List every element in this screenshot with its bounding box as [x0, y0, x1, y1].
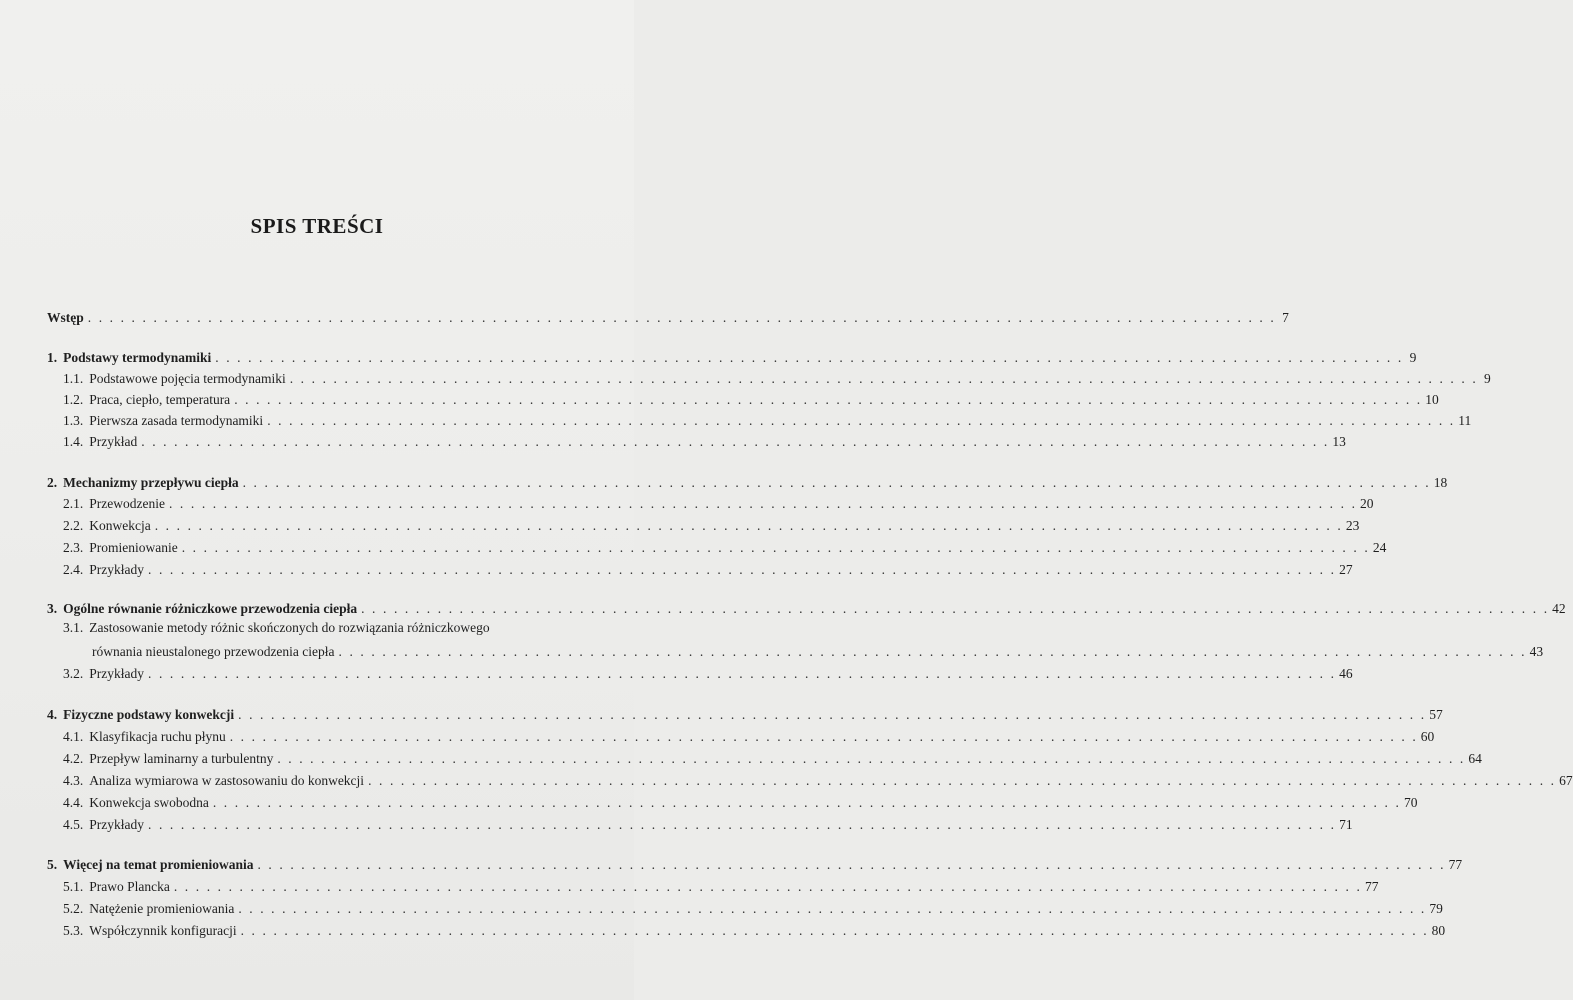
toc-section-number: 1.1. — [63, 371, 84, 386]
toc-section-title: Przykład — [89, 434, 138, 449]
toc-chapter-2 — [47, 471, 1448, 491]
toc-page-number: 24 — [1372, 540, 1387, 555]
toc-page-number: 77 — [1448, 857, 1463, 872]
toc-dot-leader: . . . . . . . . . . . . . . . . . . . . . . . . . . . . . . . . . . . . . . . . . . . . . . . . . . . . . . . . . . . . . . . . . . . . . . . . . . . . . . . . . . . . . . . . . . . . . . . . . . . . . . . . . . . . . — [238, 707, 1427, 722]
toc-section-title: Zastosowanie metody różnic skończonych do rozwiązania różniczkowego — [89, 620, 490, 635]
toc-section-number: 3.2. — [63, 666, 84, 681]
toc-section-number: 5.1. — [63, 879, 84, 894]
toc-section-continuation — [92, 640, 1544, 660]
toc-section — [63, 430, 1346, 450]
toc-dot-leader: . . . . . . . . . . . . . . . . . . . . . . . . . . . . . . . . . . . . . . . . . . . . . . . . . . . . . . . . . . . . . . . . . . . . . . . . . . . . . . . . . . . . . . . . . . . . . . . . . . . . . . . . . . . . . — [173, 879, 1362, 894]
toc-chapter-title: Ogólne równanie różniczkowe przewodzenia ciepła — [63, 601, 358, 616]
toc-page-number: 46 — [1339, 666, 1353, 681]
toc-dot-leader: . . . . . . . . . . . . . . . . . . . . . . . . . . . . . . . . . . . . . . . . . . . . . . . . . . . . . . . . . . . . . . . . . . . . . . . . . . . . . . . . . . . . . . . . . . . . . . . . . . . . . . . . . . . . . — [181, 540, 1370, 555]
toc-page-number: 71 — [1339, 817, 1353, 832]
page-title: SPIS TREŚCI — [250, 214, 384, 238]
toc-section-number: 4.1. — [63, 729, 84, 744]
toc-chapter-4 — [47, 703, 1443, 723]
toc-entry-title — [63, 773, 364, 789]
toc-dot-leader: . . . . . . . . . . . . . . . . . . . . . . . . . . . . . . . . . . . . . . . . . . . . . . . . . . . . . . . . . . . . . . . . . . . . . . . . . . . . . . . . . . . . . . . . . . . . . . . . . . . . . . . . . . . . . — [238, 901, 1427, 916]
toc-chapter-3 — [47, 597, 1566, 617]
toc-section-number: 5.3. — [63, 923, 84, 938]
toc-entry-title — [63, 392, 230, 408]
toc-page-number: 18 — [1433, 475, 1448, 490]
toc-section — [63, 747, 1482, 767]
toc-section — [63, 662, 1353, 682]
toc-dot-leader: . . . . . . . . . . . . . . . . . . . . . . . . . . . . . . . . . . . . . . . . . . . . . . . . . . . . . . . . . . . . . . . . . . . . . . . . . . . . . . . . . . . . . . . . . . . . . . . . . . . . . . . . . . . . . — [257, 857, 1446, 872]
toc-entry-title — [63, 923, 237, 939]
toc-entry-title: Wstęp — [47, 310, 84, 325]
toc-section-title: Konwekcja — [89, 518, 151, 533]
toc-section-first-line — [63, 620, 490, 636]
toc-section — [63, 897, 1443, 917]
toc-section — [63, 769, 1573, 789]
toc-page-number: 70 — [1403, 795, 1418, 810]
toc-page-number: 42 — [1552, 601, 1566, 616]
toc-section-number: 4.3. — [63, 773, 84, 788]
toc-page-number: 20 — [1360, 496, 1374, 511]
toc-section-title: Przewodzenie — [89, 496, 165, 511]
toc-dot-leader: . . . . . . . . . . . . . . . . . . . . . . . . . . . . . . . . . . . . . . . . . . . . . . . . . . . . . . . . . . . . . . . . . . . . . . . . . . . . . . . . . . . . . . . . . . . . . . . . . . . . . . . . . . . . . — [212, 795, 1401, 810]
toc-dot-leader: . . . . . . . . . . . . . . . . . . . . . . . . . . . . . . . . . . . . . . . . . . . . . . . . . . . . . . . . . . . . . . . . . . . . . . . . . . . . . . . . . . . . . . . . . . . . . . . . . . . . . . . . . . . . . — [168, 496, 1358, 511]
toc-dot-leader: . . . . . . . . . . . . . . . . . . . . . . . . . . . . . . . . . . . . . . . . . . . . . . . . . . . . . . . . . . . . . . . . . . . . . . . . . . . . . . . . . . . . . . . . . . . . . . . . . . . . . . . . . . . . . — [368, 773, 1557, 788]
toc-page-number: 7 — [1282, 310, 1289, 325]
toc-dot-leader: . . . . . . . . . . . . . . . . . . . . . . . . . . . . . . . . . . . . . . . . . . . . . . . . . . . . . . . . . . . . . . . . . . . . . . . . . . . . . . . . . . . . . . . . . . . . . . . . . . . . . . . . . . . . . — [361, 601, 1550, 616]
toc-section-title: Pierwsza zasada termodynamiki — [89, 413, 264, 428]
toc-section-title: Klasyfikacja ruchu płynu — [89, 729, 226, 744]
toc-dot-leader: . . . . . . . . . . . . . . . . . . . . . . . . . . . . . . . . . . . . . . . . . . . . . . . . . . . . . . . . . . . . . . . . . . . . . . . . . . . . . . . . . . . . . . . . . . . . . . . . . . . . . . . . . . . . . — [234, 392, 1423, 407]
toc-section — [63, 492, 1374, 512]
toc-dot-leader: . . . . . . . . . . . . . . . . . . . . . . . . . . . . . . . . . . . . . . . . . . . . . . . . . . . . . . . . . . . . . . . . . . . . . . . . . . . . . . . . . . . . . . . . . . . . . . . . . . . . . . . . . . . . . — [289, 371, 1478, 386]
toc-chapter-title: Fizyczne podstawy konwekcji — [63, 707, 235, 722]
toc-chapter-number: 2. — [47, 475, 58, 490]
toc-entry-title — [47, 857, 253, 873]
toc-section-number: 4.5. — [63, 817, 84, 832]
toc-entry-title — [63, 371, 286, 387]
toc-page-number: 43 — [1529, 644, 1544, 659]
toc-chapter-number: 3. — [47, 601, 58, 616]
toc-page-number: 67 — [1559, 773, 1573, 788]
toc-page-number: 9 — [1409, 350, 1417, 365]
toc-section-number: 3.1. — [63, 620, 84, 635]
toc-dot-leader: . . . . . . . . . . . . . . . . . . . . . . . . . . . . . . . . . . . . . . . . . . . . . . . . . . . . . . . . . . . . . . . . . . . . . . . . . . . . . . . . . . . . . . . . . . . . . . . . . . . . . . . . . . . . . — [240, 923, 1429, 938]
toc-entry-title — [63, 518, 151, 534]
toc-section-number: 2.1. — [63, 496, 84, 511]
toc-section — [63, 791, 1418, 811]
toc-entry-title — [63, 729, 226, 745]
toc-section-number: 5.2. — [63, 901, 84, 916]
toc-section-number: 1.4. — [63, 434, 84, 449]
toc-entry-title — [47, 350, 211, 366]
toc-section-number: 4.4. — [63, 795, 84, 810]
toc-dot-leader: . . . . . . . . . . . . . . . . . . . . . . . . . . . . . . . . . . . . . . . . . . . . . . . . . . . . . . . . . . . . . . . . . . . . . . . . . . . . . . . . . . . . . . . . . . . . . . . . . . . . . . . . . . . . . — [154, 518, 1343, 533]
toc-dot-leader: . . . . . . . . . . . . . . . . . . . . . . . . . . . . . . . . . . . . . . . . . . . . . . . . . . . . . . . . . . . . . . . . . . . . . . . . . . . . . . . . . . . . . . . . . . . . . . . . . . . . . . . . . . . . . — [148, 817, 1337, 832]
toc-section-title: Prawo Plancka — [89, 879, 170, 894]
toc-section — [63, 813, 1353, 833]
toc-section-number: 2.3. — [63, 540, 84, 555]
toc-chapter-5 — [47, 853, 1463, 873]
toc-section-number: 1.3. — [63, 413, 84, 428]
toc-dot-leader: . . . . . . . . . . . . . . . . . . . . . . . . . . . . . . . . . . . . . . . . . . . . . . . . . . . . . . . . . . . . . . . . . . . . . . . . . . . . . . . . . . . . . . . . . . . . . . . . . . . . . . . . . . . . . — [338, 644, 1527, 659]
toc-section — [63, 919, 1446, 939]
toc-entry-title — [47, 601, 357, 617]
toc-entry-title — [63, 562, 144, 578]
toc-page-number: 57 — [1429, 707, 1443, 722]
toc-entry-title — [63, 666, 144, 682]
toc-page-number: 10 — [1425, 392, 1439, 407]
toc-dot-leader: . . . . . . . . . . . . . . . . . . . . . . . . . . . . . . . . . . . . . . . . . . . . . . . . . . . . . . . . . . . . . . . . . . . . . . . . . . . . . . . . . . . . . . . . . . . . . . . . . . . . . . . . . . . . . — [229, 729, 1418, 744]
toc-dot-leader: . . . . . . . . . . . . . . . . . . . . . . . . . . . . . . . . . . . . . . . . . . . . . . . . . . . . . . . . . . . . . . . . . . . . . . . . . . . . . . . . . . . . . . . . . . . . . . . . . . . . . . . . . . . . . — [87, 310, 1276, 325]
toc-section-number: 2.2. — [63, 518, 84, 533]
toc-dot-leader: . . . . . . . . . . . . . . . . . . . . . . . . . . . . . . . . . . . . . . . . . . . . . . . . . . . . . . . . . . . . . . . . . . . . . . . . . . . . . . . . . . . . . . . . . . . . . . . . . . . . . . . . . . . . . — [148, 666, 1337, 681]
toc-chapter-title: Podstawy termodynamiki — [63, 350, 212, 365]
toc-section — [63, 725, 1435, 745]
toc-section — [63, 367, 1491, 387]
toc-entry-title — [63, 879, 170, 895]
toc-entry-title — [47, 707, 234, 723]
toc-section-title: Podstawowe pojęcia termodynamiki — [89, 371, 286, 386]
toc-dot-leader: . . . . . . . . . . . . . . . . . . . . . . . . . . . . . . . . . . . . . . . . . . . . . . . . . . . . . . . . . . . . . . . . . . . . . . . . . . . . . . . . . . . . . . . . . . . . . . . . . . . . . . . . . . . . . — [148, 562, 1337, 577]
toc-dot-leader: . . . . . . . . . . . . . . . . . . . . . . . . . . . . . . . . . . . . . . . . . . . . . . . . . . . . . . . . . . . . . . . . . . . . . . . . . . . . . . . . . . . . . . . . . . . . . . . . . . . . . . . . . . . . . — [215, 350, 1404, 365]
toc-section-title: Przykłady — [89, 817, 144, 832]
toc-page-number: 64 — [1468, 751, 1482, 766]
toc-section-number: 2.4. — [63, 562, 84, 577]
toc-chapter-title: Więcej na temat promieniowania — [63, 857, 254, 872]
toc-page-number: 13 — [1332, 434, 1346, 449]
toc-entry-title — [47, 475, 239, 491]
toc-chapter-number: 1. — [47, 350, 58, 365]
toc-page-number: 80 — [1431, 923, 1446, 938]
toc-page-number: 9 — [1484, 371, 1491, 386]
toc-section-title: Konwekcja swobodna — [89, 795, 209, 810]
toc-entry-title — [63, 496, 165, 512]
toc-section-title: Przykłady — [89, 562, 144, 577]
toc-page-number: 27 — [1339, 562, 1353, 577]
toc-section — [63, 536, 1387, 556]
toc-section — [63, 875, 1379, 895]
toc-section-title: Analiza wymiarowa w zastosowaniu do konwekcji — [89, 773, 365, 788]
toc-entry-title — [63, 751, 273, 767]
toc-section — [63, 514, 1360, 534]
toc-entry-title — [63, 901, 234, 917]
toc-section-title: Współczynnik konfiguracji — [89, 923, 237, 938]
toc-section-number: 1.2. — [63, 392, 84, 407]
toc-section-number: 4.2. — [63, 751, 84, 766]
toc-dot-leader: . . . . . . . . . . . . . . . . . . . . . . . . . . . . . . . . . . . . . . . . . . . . . . . . . . . . . . . . . . . . . . . . . . . . . . . . . . . . . . . . . . . . . . . . . . . . . . . . . . . . . . . . . . . . . — [141, 434, 1330, 449]
toc-page-number: 77 — [1364, 879, 1379, 894]
toc-page-number: 23 — [1345, 518, 1360, 533]
toc-section — [63, 558, 1353, 578]
toc-entry-intro — [47, 306, 1289, 326]
toc-chapter-1 — [47, 346, 1417, 366]
toc-section-title-continued: równania nieustalonego przewodzenia ciepła — [92, 644, 335, 659]
toc-chapter-number: 5. — [47, 857, 58, 872]
toc-dot-leader: . . . . . . . . . . . . . . . . . . . . . . . . . . . . . . . . . . . . . . . . . . . . . . . . . . . . . . . . . . . . . . . . . . . . . . . . . . . . . . . . . . . . . . . . . . . . . . . . . . . . . . . . . . . . . — [267, 413, 1456, 428]
toc-page-number: 11 — [1458, 413, 1472, 428]
toc-section-title: Przepływ laminarny a turbulentny — [89, 751, 274, 766]
toc-dot-leader: . . . . . . . . . . . . . . . . . . . . . . . . . . . . . . . . . . . . . . . . . . . . . . . . . . . . . . . . . . . . . . . . . . . . . . . . . . . . . . . . . . . . . . . . . . . . . . . . . . . . . . . . . . . . . — [242, 475, 1431, 490]
toc-entry-title — [63, 540, 178, 556]
toc-entry-title — [63, 795, 209, 811]
toc-section-title: Natężenie promieniowania — [89, 901, 235, 916]
toc-section-title: Przykłady — [89, 666, 144, 681]
toc-entry-title — [63, 434, 137, 450]
toc-chapter-number: 4. — [47, 707, 58, 722]
toc-section-title: Promieniowanie — [89, 540, 178, 555]
toc-section — [63, 409, 1472, 429]
toc-page-number: 79 — [1429, 901, 1443, 916]
toc-section — [63, 388, 1439, 408]
toc-entry-title — [63, 817, 144, 833]
toc-section-title: Praca, ciepło, temperatura — [89, 392, 231, 407]
toc-page-number: 60 — [1420, 729, 1435, 744]
toc-chapter-title: Mechanizmy przepływu ciepła — [63, 475, 239, 490]
toc-dot-leader: . . . . . . . . . . . . . . . . . . . . . . . . . . . . . . . . . . . . . . . . . . . . . . . . . . . . . . . . . . . . . . . . . . . . . . . . . . . . . . . . . . . . . . . . . . . . . . . . . . . . . . . . . . . . . — [277, 751, 1466, 766]
toc-entry-title — [63, 413, 263, 429]
